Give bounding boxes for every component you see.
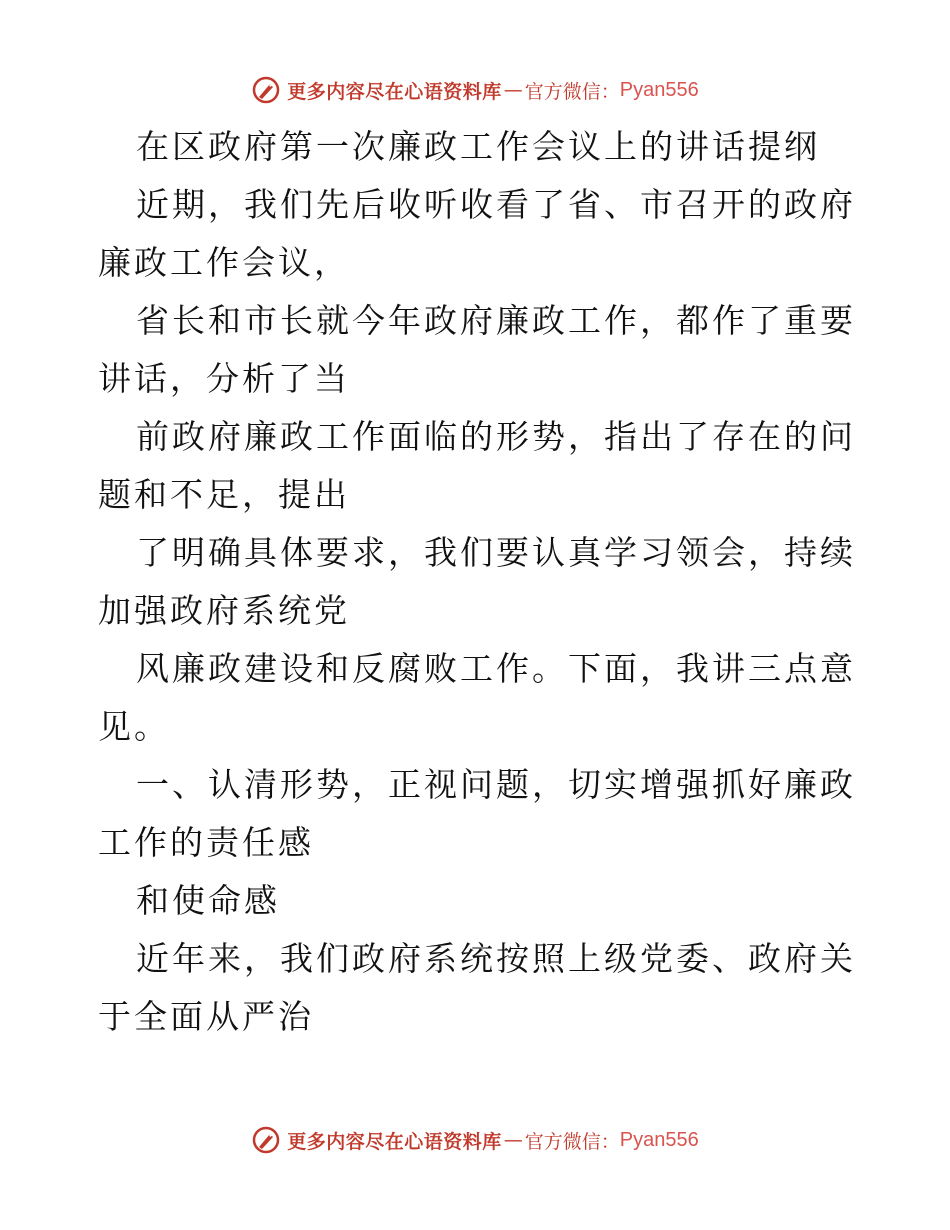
paragraph: 省长和市长就今年政府廉政工作，都作了重要讲话，分析了当 bbox=[98, 301, 856, 398]
paragraph: 近年来，我们政府系统按照上级党委、政府关于全面从严治 bbox=[98, 939, 856, 1036]
section-heading: 一、认清形势，正视问题，切实增强抓好廉政工作的责任感 bbox=[98, 765, 856, 862]
footer-banner bbox=[0, 1120, 950, 1160]
banner-title: 更多内容尽在心语资料库 bbox=[287, 80, 502, 103]
pen-nib-logo-icon bbox=[251, 1125, 281, 1155]
banner-separator: — bbox=[503, 1129, 523, 1151]
wechat-id: Pyan556 bbox=[619, 78, 699, 101]
banner-separator: — bbox=[503, 79, 523, 101]
wechat-label: 官方微信： bbox=[524, 80, 620, 103]
paragraph: 前政府廉政工作面临的形势，指出了存在的问题和不足，提出 bbox=[98, 417, 856, 514]
section-heading-continued: 和使命感 bbox=[136, 881, 280, 920]
paragraph: 了明确具体要求，我们要认真学习领会，持续加强政府系统党 bbox=[98, 533, 856, 630]
wechat-id: Pyan556 bbox=[619, 1128, 699, 1151]
pen-nib-logo-icon bbox=[251, 75, 281, 105]
paragraph: 风廉政建设和反腐败工作。下面，我讲三点意见。 bbox=[98, 649, 856, 746]
paragraph: 近期，我们先后收听收看了省、市召开的政府廉政工作会议， bbox=[98, 185, 856, 282]
header-banner bbox=[0, 70, 950, 110]
document-body bbox=[98, 118, 858, 1046]
banner-title: 更多内容尽在心语资料库 bbox=[287, 1130, 502, 1153]
document-title: 在区政府第一次廉政工作会议上的讲话提纲 bbox=[136, 127, 820, 166]
wechat-label: 官方微信： bbox=[524, 1130, 620, 1153]
